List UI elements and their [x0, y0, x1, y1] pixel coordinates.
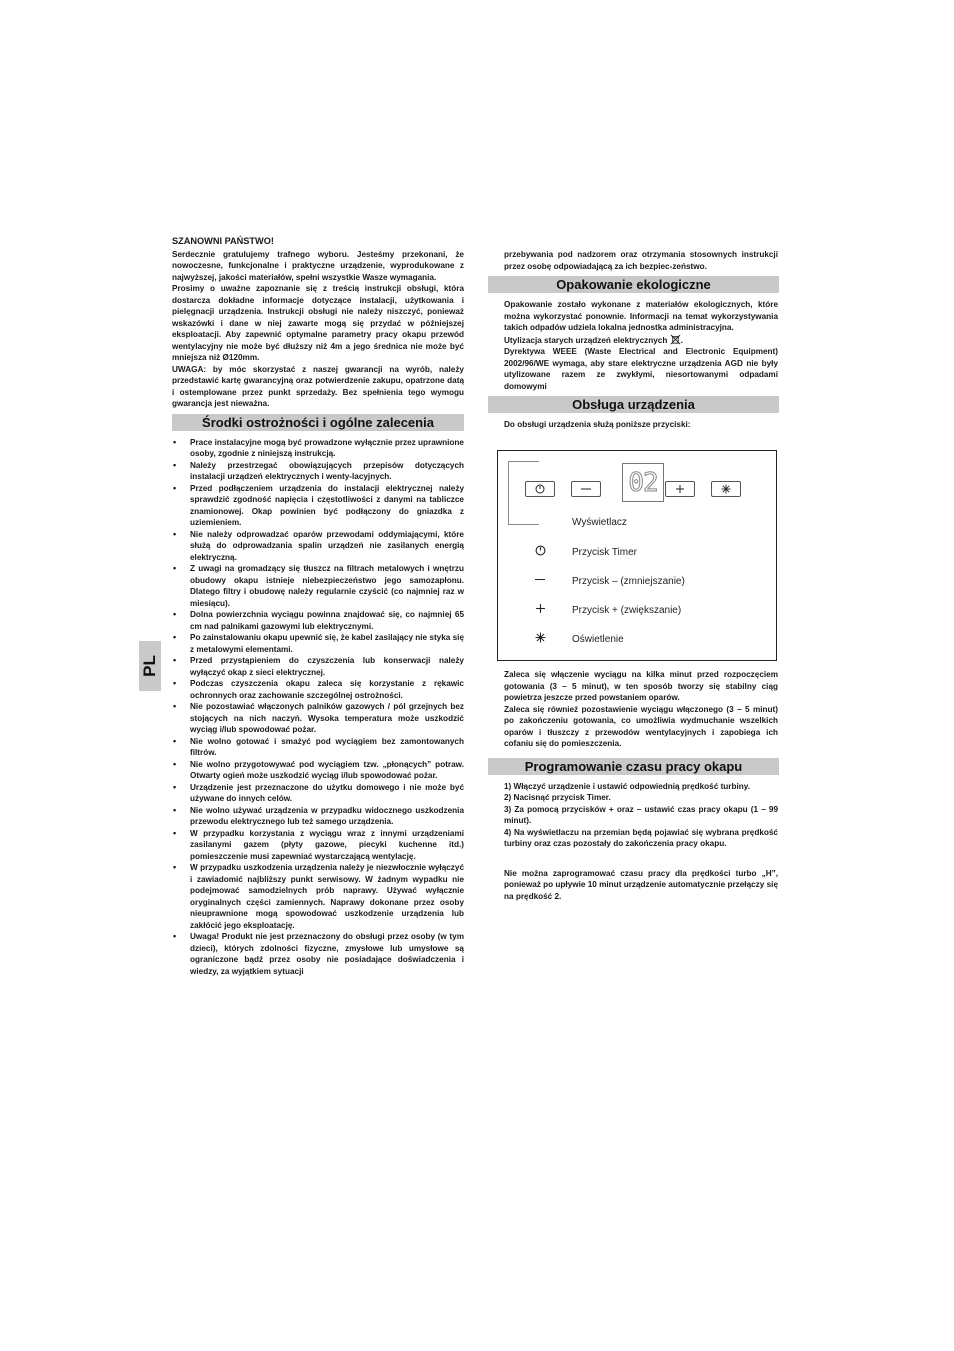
legend-plus	[528, 603, 681, 617]
list-item: • Nie pozostawiać włączonych palników gazowych / pól grzejnych bez stojących na nich naczyń. Wysoka temperatura może uszkodzić wyciąg i/lub spowodować pożar.	[172, 701, 464, 736]
list-item: • Prace instalacyjne mogą być prowadzone wyłącznie przez uprawnione osoby, zgodnie z niniejszą instrukcją.	[172, 437, 464, 460]
safety-section-title: Środki ostrożności i ogólne zalecenia	[172, 414, 464, 431]
control-panel-diagram	[497, 450, 777, 661]
safety-list	[172, 437, 464, 978]
intro-paragraph-1: Serdecznie gratulujemy trafnego wyboru. Jesteśmy przekonani, że nowoczesne, funkcjonalne i praktyczne urządzenie, wyprodukowane z najwyższej, jakości materiałów, spełni wszystkie Wasze wymagania.	[172, 249, 464, 282]
display-label: Wyświetlacz	[572, 517, 627, 528]
control-strip	[508, 461, 762, 513]
list-item: • Przed podłączeniem urządzenia do instalacji elektrycznej należy sprawdzić zgodność napięcia i częstotliwości z danymi na tabliczce znamionowej. Okap powinien być podłączony do gniazdka z uziemieniem.	[172, 483, 464, 529]
operation-paragraph-1: Zaleca się włączenie wyciągu na kilka minut przed rozpoczęciem gotowania (3 – 5 minut), w ten sposób tworzy się stabilny ciąg powietrza jeszcze przed powstaniem oparów.	[504, 670, 778, 702]
eco-section-title: Opakowanie ekologiczne	[488, 276, 779, 293]
list-item: • Należy przestrzegać obowiązujących przepisów dotyczących instalacji urządzeń elektrycznych i wenty-lacyjnych.	[172, 460, 464, 483]
legend-light-label: Oświetlenie	[572, 633, 624, 645]
list-item: • Przed przystąpieniem do czyszczenia lub konserwacji należy wyłączyć okap z sieci elektrycznej.	[172, 655, 464, 678]
timer-step-2: 2) Nacisnąć przycisk Timer.	[504, 793, 611, 802]
list-item: • Po zainstalowaniu okapu upewnić się, że kabel zasilający nie styka się z metalowymi elementami.	[172, 632, 464, 655]
eco-paragraph-2-text: Utylizacja starych urządzeń elektrycznych	[504, 335, 668, 345]
light-icon	[721, 484, 731, 494]
minus-icon	[580, 484, 592, 494]
operation-intro: Do obsługi urządzenia służą poniższe przyciski:	[504, 420, 691, 429]
intro-paragraph-3: UWAGA: by móc skorzystać z naszej gwarancji na wyrób, należy przedstawić kartę gwarancyjną oraz potwierdzenie zakupu, opatrzone datą i ostemplowane przez punkt sprzedaży. Bez spełnienia tego wymogu gwarancja jest nieważna.	[172, 364, 464, 408]
list-item: • Nie należy odprowadzać oparów przewodami oddymiającymi, które służą do odprowadzania spalin urządzeń nie zasilanych energią elektryczną.	[172, 529, 464, 564]
list-item: • Z uwagi na gromadzący się tłuszcz na filtrach metalowych i wnętrzu obudowy okapu istnieje niebezpieczeństwo jego samozapłonu. Dlatego filtry i obudowę należy regularnie czyścić (co najmniej raz w miesiącu).	[172, 563, 464, 609]
legend-light	[528, 632, 624, 646]
legend-timer	[528, 545, 637, 559]
language-tab-label: PL	[139, 655, 159, 677]
plus-icon	[675, 484, 685, 494]
plus-button[interactable]	[665, 481, 695, 497]
eco-paragraph-3: Dyrektywa WEEE (Waste Electrical and Electronic Equipment) 2002/96/WE wymaga, aby stare elektryczne urządzenia AGD nie były utylizowane razem ze zwykłymi, niesortowanymi odpadami domowymi	[504, 347, 778, 391]
minus-icon	[534, 574, 546, 585]
right-column	[504, 249, 778, 431]
left-column	[172, 236, 464, 977]
intro-paragraph-2: Prosimy o uważne zapoznanie się z treścią instrukcji obsługi, która dostarcza dokładne informacje dotyczące instalacji, użytkowania i pielęgnacji urządzenia. Instrukcji obsługi nie należy niszczyć, ponieważ wskazówki i dane w niej zawarte mogą się przydać w późniejszej eksploatacji. Aby zapewnić optymalne parametry pracy okapu przewód wentylacyjny nie może być dłuższy niż 4m a jego średnica nie może być mniejsza niż Ø120mm.	[172, 284, 464, 362]
legend-timer-label: Przycisk Timer	[572, 546, 637, 558]
timer-step-1: 1) Włączyć urządzenie i ustawić odpowiednią prędkość turbiny.	[504, 781, 750, 791]
timer-step-4: 4) Na wyświetlaczu na przemian będą pojawiać się wybrana prędkość turbiny oraz czas pozostały do zakończenia pracy okapu.	[504, 827, 778, 848]
list-item: • Nie wolno gotować i smażyć pod wyciągiem bez zamontowanych filtrów.	[172, 736, 464, 759]
list-item: • Nie wolno przygotowywać pod wyciągiem tzw. „płonących” potraw. Otwarty ogień może uszkodzić wyciąg i/lub spowodować pożar.	[172, 759, 464, 782]
timer-step-3: 3) Za pomocą przycisków + oraz – ustawić czas pracy okapu (1 – 99 minut).	[504, 804, 778, 825]
language-tab	[139, 641, 161, 691]
plus-icon	[535, 603, 546, 614]
minus-button[interactable]	[571, 481, 601, 497]
legend-plus-label: Przycisk + (zwiększanie)	[572, 604, 682, 616]
timer-note: Nie można zaprogramować czasu pracy dla prędkości turbo „H”, ponieważ po upływie 10 minut urządzenie automatycznie przełączy się na prędkość 2.	[504, 868, 778, 901]
right-column-lower	[504, 669, 778, 902]
eco-paragraph-2: Utylizacja starych urządzeń elektrycznych .	[504, 335, 683, 345]
list-item: • W przypadku korzystania z wyciągu wraz z innymi urządzeniami zasilanymi gazem (płyty gazowe, piecyki kuchenne itd.) pomieszczenie musi zapewniać wystarczającą wentylację.	[172, 828, 464, 863]
continuation-paragraph: przebywania pod nadzorem oraz otrzymania stosownych instrukcji przez osobę odpowiadającą za ich bezpiec-zeństwo.	[504, 250, 778, 271]
timer-icon	[535, 545, 546, 556]
list-item: • Urządzenie jest przeznaczone do użytku domowego i nie może być używane do innych celów.	[172, 782, 464, 805]
timer-section-title: Programowanie czasu pracy okapu	[488, 758, 779, 775]
eco-paragraph-1: Opakowanie zostało wykonane z materiałów ekologicznych, które można wykorzystać ponownie. Informacji na temat wykorzystywania takich odpadów udziela lokalna jednostka administracyjna.	[504, 300, 778, 332]
list-item: • Dolna powierzchnia wyciągu powinna znajdować się, co najmniej 65 cm nad palnikami gazowymi lub elektrycznymi.	[172, 609, 464, 632]
timer-button[interactable]	[525, 481, 555, 497]
list-item: • Podczas czyszczenia okapu zaleca się korzystanie z rękawic ochronnych oraz zachowanie szczególnej ostrożności.	[172, 678, 464, 701]
light-icon	[535, 632, 546, 643]
greeting: SZANOWNI PAŃSTWO!	[172, 236, 274, 246]
timer-icon	[535, 484, 545, 494]
list-item: • Uwaga! Produkt nie jest przeznaczony do obsługi przez osoby (w tym dzieci), których zdolności fizyczne, zmysłowe lub umysłowe są ograniczone bądź przez osoby nie posiadające doświadczenia i wiedzy, za wyjątkiem sytuacji	[172, 931, 464, 977]
legend-minus-label: Przycisk – (zmniejszanie)	[572, 575, 685, 587]
operation-paragraph-2: Zaleca się również pozostawienie wyciągu włączonego (3 – 5 minut) po zakończeniu gotowania, co umożliwia wydmuchanie wszelkich oparów i tłuszczy z przewodów wentylacyjnych i zapobiega ich cofaniu się do pomieszczenia.	[504, 704, 778, 748]
crossed-bin-icon	[670, 334, 681, 345]
display-screen: 02	[622, 463, 664, 502]
light-button[interactable]	[711, 481, 741, 497]
legend-minus	[528, 574, 685, 588]
operation-section-title: Obsługa urządzenia	[488, 396, 779, 413]
list-item: • W przypadku uszkodzenia urządzenia należy je niezwłocznie wyłączyć i zawiadomić najbliższy punkt serwisowy. W żadnym wypadku nie podejmować samodzielnych prób naprawy. Używać wyłącznie oryginalnych części zamiennych. Naprawy dokonane przez osoby nieuprawnione mogą spowodować uszkodzenie urządzenia lub zakłócić jego eksploatację.	[172, 862, 464, 931]
list-item: • Nie wolno używać urządzenia w przypadku widocznego uszkodzenia przewodu elektrycznego lub też samego urządzenia.	[172, 805, 464, 828]
